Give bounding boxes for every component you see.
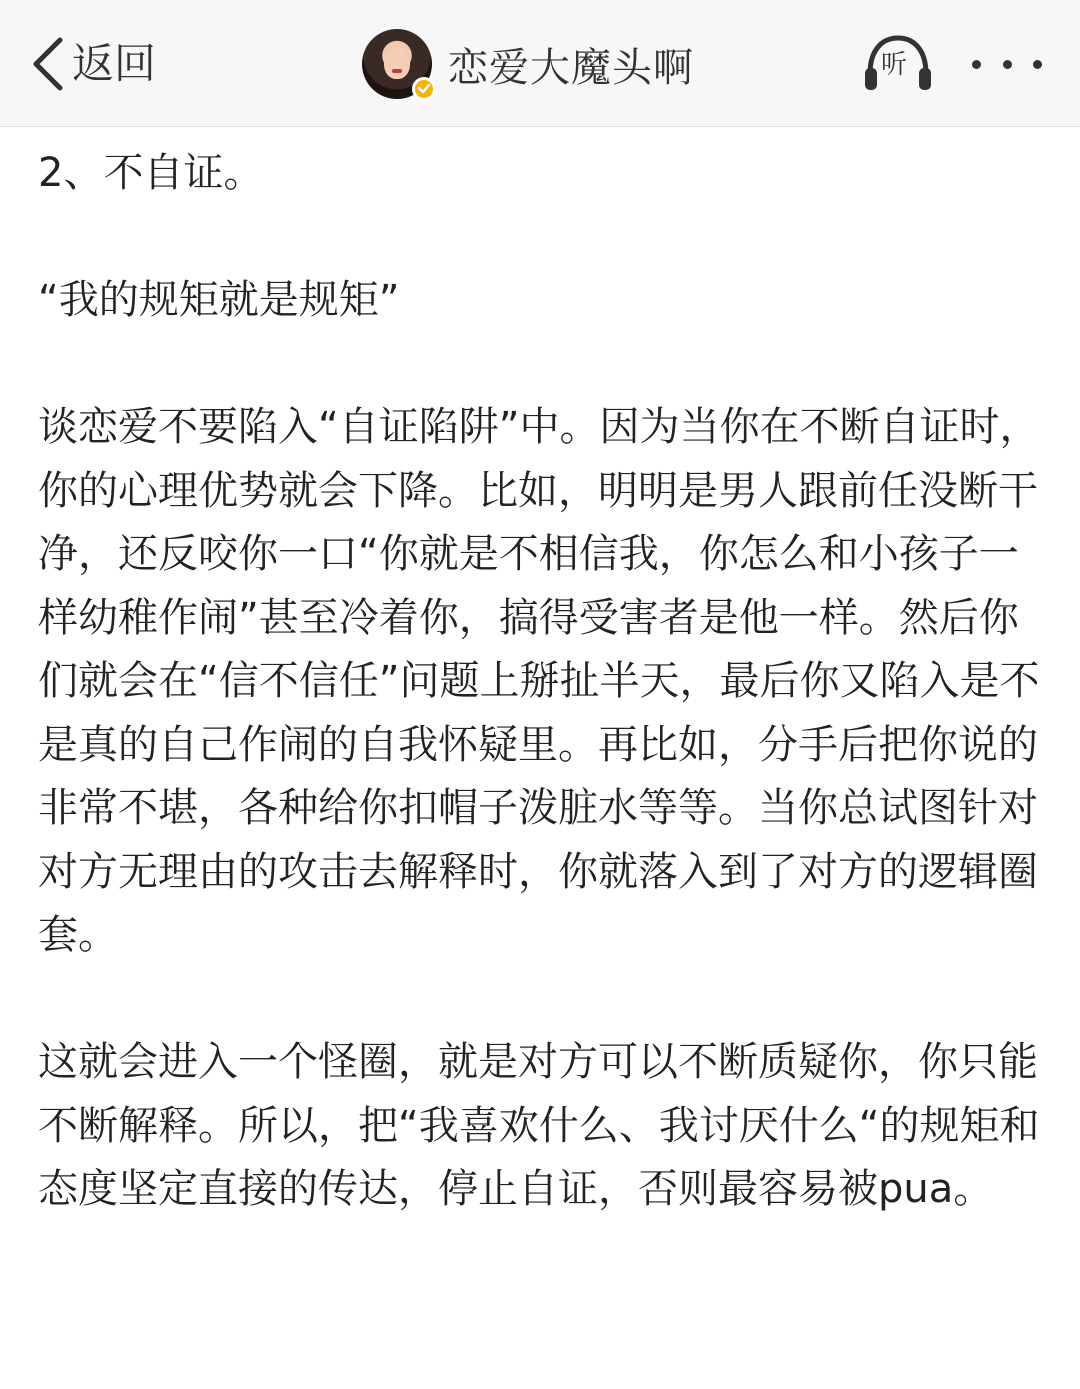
more-dots-icon: [972, 60, 981, 69]
more-dots-icon: [1033, 60, 1042, 69]
back-button[interactable]: [30, 32, 156, 96]
article-body: [38, 142, 1042, 1222]
listen-button[interactable]: [862, 34, 934, 94]
more-options-button[interactable]: [972, 52, 1042, 76]
verified-icon: [412, 77, 436, 101]
listen-label: 听: [881, 50, 908, 80]
more-dots-icon: [1003, 60, 1012, 69]
avatar-face: [384, 47, 410, 79]
top-nav-bar: [0, 0, 1080, 127]
paragraph-gap: [38, 968, 1042, 1032]
paragraph-gap: [38, 206, 1042, 270]
paragraph-body: 谈恋爱不要陷入“自证陷阱”中。因为当你在不断自证时，你的心理优势就会下降。比如，明明是男人跟前任没断干净，还反咬你一口“你就是不相信我，你怎么和小孩子一样幼稚作闹”甚至冷着你，搞得受害者是他一样。然后你们就会在“信不信任”问题上掰扯半天，最后你又陷入是不是真的自己作闹的自我怀疑里。再比如，分手后把你说的非常不堪，各种给你扣帽子泼脏水等等。当你总试图针对对方无理由的攻击去解释时，你就落入到了对方的逻辑圈套。: [38, 404, 1040, 958]
avatar[interactable]: [362, 29, 432, 99]
author-info[interactable]: [362, 28, 694, 100]
paragraph-body: 这就会进入一个怪圈，就是对方可以不断质疑你，你只能不断解释。所以，把“我喜欢什么、我讨厌什么“的规矩和态度坚定直接的传达，停止自证，否则最容易被pua。: [38, 1039, 1040, 1212]
author-name[interactable]: 恋爱大魔头啊: [448, 44, 694, 91]
paragraph-gap: [38, 333, 1042, 397]
paragraph-quote: “我的规矩就是规矩”: [38, 277, 400, 323]
back-label: 返回: [72, 39, 157, 88]
chevron-left-icon: [30, 36, 64, 92]
avatar-lips: [392, 69, 402, 73]
paragraph-heading: 2、不自证。: [38, 150, 264, 196]
